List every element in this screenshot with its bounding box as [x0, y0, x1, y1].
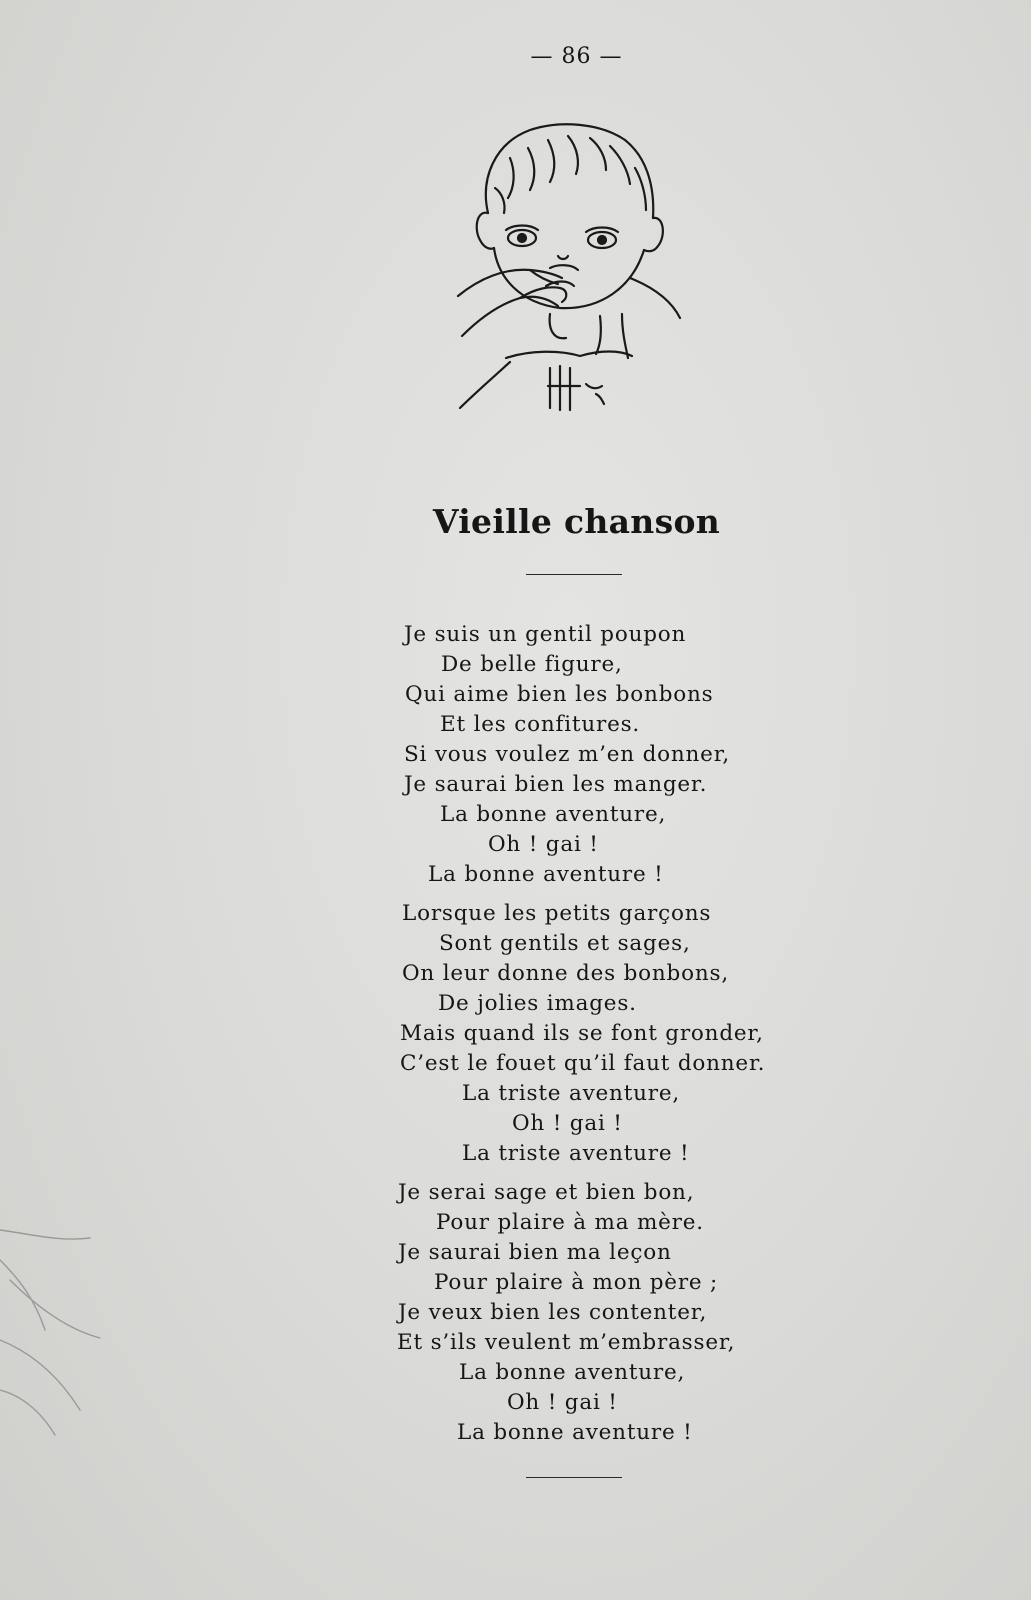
poem-line: On leur donne des bonbons,	[402, 961, 729, 986]
poem-line: Je saurai bien ma leçon	[398, 1240, 672, 1265]
poem-line: Je serai sage et bien bon,	[398, 1180, 695, 1205]
poem-line: La bonne aventure,	[440, 802, 667, 827]
poem-line: Oh ! gai !	[488, 832, 599, 857]
poem-line: Qui aime bien les bonbons	[405, 682, 714, 707]
poem-line: Je saurai bien les manger.	[404, 772, 708, 797]
poem-line: La bonne aventure,	[459, 1360, 686, 1385]
poem-line: Mais quand ils se font gronder,	[400, 1021, 764, 1046]
poem-line: Sont gentils et sages,	[439, 931, 691, 956]
poem-line: Si vous voulez m’en donner,	[404, 742, 731, 767]
title-divider	[526, 574, 622, 575]
paper-crease-icon	[0, 1220, 110, 1440]
poem-line: La triste aventure,	[462, 1081, 681, 1106]
poem-line: Oh ! gai !	[512, 1111, 623, 1136]
poem-line: Je suis un gentil poupon	[404, 622, 687, 647]
poem-line: Et les confitures.	[440, 712, 641, 737]
poem-line: La bonne aventure !	[457, 1420, 693, 1445]
child-finger-in-mouth-sketch-icon	[450, 118, 690, 418]
poem-line: La triste aventure !	[462, 1141, 690, 1166]
poem-line: Pour plaire à mon père ;	[434, 1270, 719, 1295]
poem-line: Pour plaire à ma mère.	[436, 1210, 704, 1235]
poem-line: Lorsque les petits garçons	[402, 901, 712, 926]
end-divider	[526, 1477, 622, 1478]
poem-title: Vieille chanson	[432, 502, 721, 541]
poem-line: Et s’ils veulent m’embrasser,	[397, 1330, 736, 1355]
poem-line: Oh ! gai !	[507, 1390, 618, 1415]
poem-line: De jolies images.	[438, 991, 637, 1016]
poem-line: La bonne aventure !	[428, 862, 664, 887]
page-number: — 86 —	[530, 44, 623, 69]
poem-line: C’est le fouet qu’il faut donner.	[400, 1051, 766, 1076]
poem-line: De belle figure,	[441, 652, 623, 677]
poem-line: Je veux bien les contenter,	[398, 1300, 708, 1325]
